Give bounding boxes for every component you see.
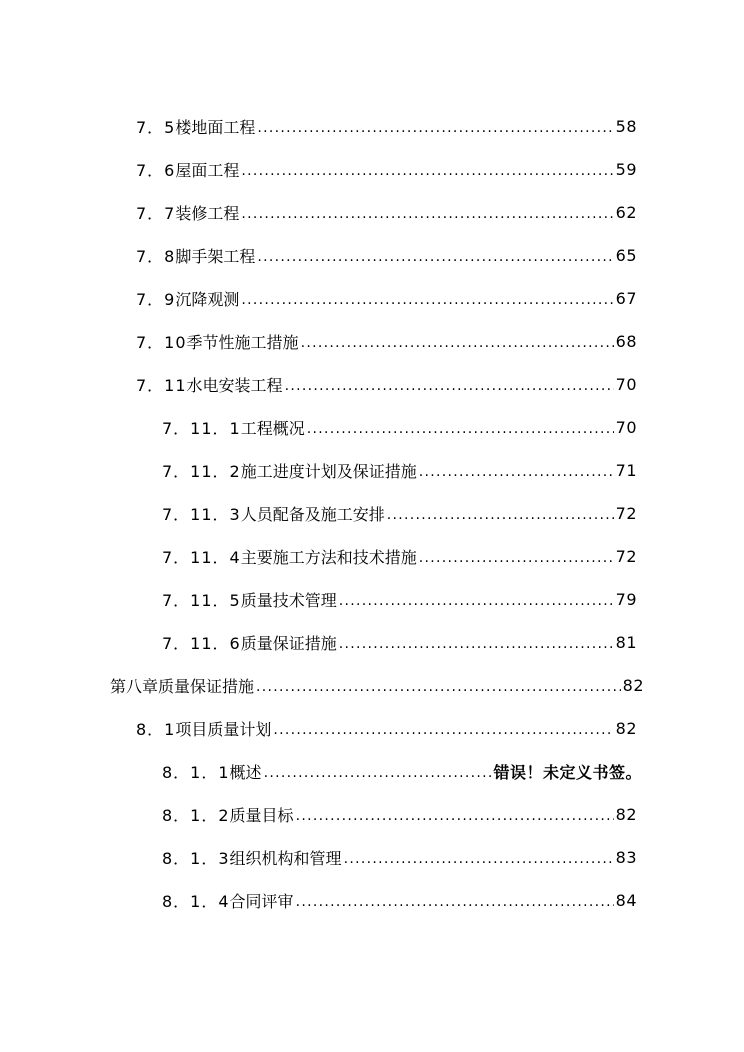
toc-title: 合同评审 [229,891,294,911]
dot-leader [339,636,614,652]
toc-entry-7-11-1[interactable] [162,413,637,441]
toc-page-number: 81 [615,632,637,652]
toc-page-number: 79 [615,589,637,609]
toc-number: 8．1．3 [162,848,230,868]
dot-leader [257,120,613,136]
toc-number: 8．1．2 [162,805,230,825]
toc-number: 7．11．3 [162,504,241,524]
toc-page-number: 83 [615,847,637,867]
dot-leader [241,163,613,179]
toc-number: 7．11．6 [162,633,241,653]
toc-title: 装修工程 [175,203,240,223]
toc-page-number: 68 [615,331,637,351]
toc-title: 质量保证措施 [240,633,337,653]
toc-title: 脚手架工程 [175,246,256,266]
toc-number: 7．11．5 [162,590,241,610]
toc-number: 7．11．2 [162,461,241,481]
toc-title: 施工进度计划及保证措施 [240,461,417,481]
toc-entry-8-1-3[interactable] [162,843,637,871]
toc-entry-7-6[interactable] [136,155,637,183]
dot-leader [257,249,613,265]
toc-title: 屋面工程 [175,160,240,180]
dot-leader [419,550,614,566]
dot-leader [387,507,614,523]
toc-title: 主要施工方法和技术措施 [240,547,417,567]
toc-number: 7．8 [136,246,176,266]
toc-entry-8-1-1[interactable] [162,757,642,785]
toc-page-number: 82 [615,804,637,824]
toc-title: 质量保证措施 [158,676,255,696]
dot-leader [285,378,614,394]
toc-entry-8-1-4[interactable] [162,886,637,914]
toc-title: 楼地面工程 [175,117,256,137]
toc-title: 项目质量计划 [175,719,272,739]
dot-leader [241,206,613,222]
toc-entry-7-5[interactable] [136,112,637,140]
toc-entry-7-11[interactable] [136,370,637,398]
toc-page-number: 71 [615,460,637,480]
dot-leader [296,808,614,824]
dot-leader [296,894,614,910]
dot-leader [307,421,614,437]
dot-leader [264,765,492,781]
toc-entry-7-9[interactable] [136,284,637,312]
toc-title: 质量技术管理 [240,590,337,610]
dot-leader [344,851,614,867]
toc-number: 7．5 [136,117,176,137]
toc-number: 7．11．4 [162,547,241,567]
toc-number: 8．1．4 [162,891,230,911]
toc-entry-7-11-6[interactable] [162,628,637,656]
toc-entry-chapter-8[interactable] [110,671,644,699]
toc-title: 组织机构和管理 [229,848,342,868]
toc-page-number: 70 [615,374,637,394]
toc-page-number: 62 [615,202,637,222]
toc-title: 工程概况 [240,418,305,438]
toc-entry-7-11-5[interactable] [162,585,637,613]
toc-number: 第八章 [110,676,159,696]
toc-entry-7-10[interactable] [136,327,637,355]
toc-number: 7．9 [136,289,176,309]
toc-title: 质量目标 [229,805,294,825]
toc-entry-8-1[interactable] [136,714,637,742]
dot-leader [273,722,613,738]
toc-number: 7．7 [136,203,176,223]
toc-title: 沉降观测 [175,289,240,309]
dot-leader [256,679,621,695]
toc-number: 7．6 [136,160,176,180]
toc-page-number: 59 [615,159,637,179]
dot-leader [339,593,614,609]
dot-leader [241,292,613,308]
toc-page-number: 82 [622,675,644,695]
dot-leader [301,335,614,351]
toc-number: 8．1．1 [162,762,230,782]
toc-page-error: 错误！未定义书签。 [493,762,642,782]
toc-title: 水电安装工程 [186,375,283,395]
toc-entry-8-1-2[interactable] [162,800,637,828]
toc-number: 7．11 [136,375,187,395]
dot-leader [419,464,614,480]
toc-entry-7-11-2[interactable] [162,456,637,484]
toc-page-number: 67 [615,288,637,308]
toc-number: 8．1 [136,719,176,739]
toc-page-number: 70 [615,417,637,437]
toc-entry-7-11-3[interactable] [162,499,637,527]
toc-entry-7-8[interactable] [136,241,637,269]
toc-number: 7．11．1 [162,418,241,438]
toc-page-number: 65 [615,245,637,265]
toc-page-number: 72 [615,503,637,523]
toc-title: 季节性施工措施 [186,332,299,352]
toc-page-number: 82 [615,718,637,738]
toc-entry-7-11-4[interactable] [162,542,637,570]
toc-number: 7．10 [136,332,187,352]
toc-title: 概述 [229,762,262,782]
toc-page-number: 84 [615,890,637,910]
toc-title: 人员配备及施工安排 [240,504,385,524]
toc-page-number: 58 [615,116,637,136]
toc-page-number: 72 [615,546,637,566]
toc-entry-7-7[interactable] [136,198,637,226]
